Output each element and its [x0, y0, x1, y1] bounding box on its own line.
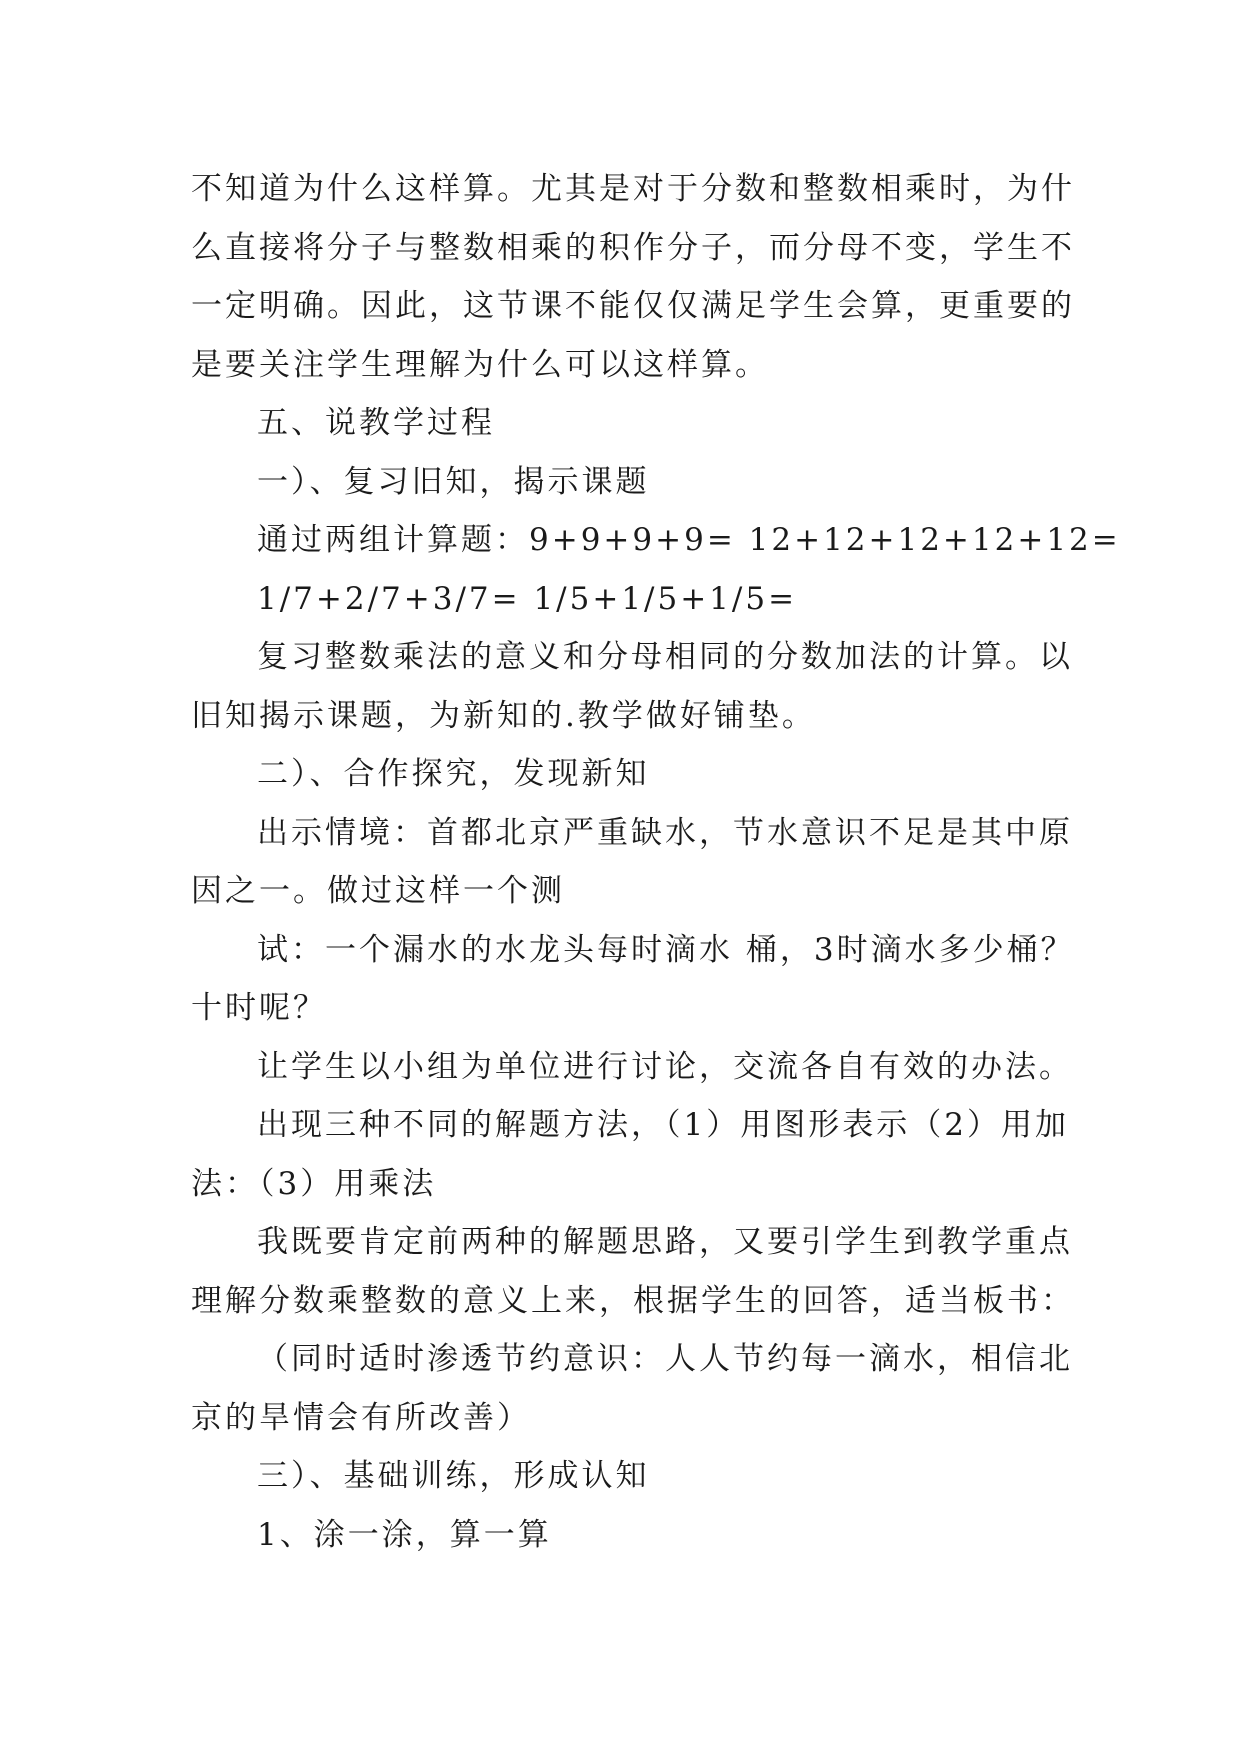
paragraph-line: 1、涂一涂，算一算 — [257, 1516, 552, 1553]
paragraph-line: 二）、合作探究，发现新知 — [257, 756, 650, 792]
paragraph-line: （同时适时渗透节约意识：人人节约每一滴水，相信北 — [257, 1341, 1073, 1377]
paragraph-line: 不知道为什么这样算。尤其是对于分数和整数相乘时，为什 — [191, 171, 1075, 207]
paragraph-line: 是要关注学生理解为什么可以这样算。 — [191, 346, 769, 383]
paragraph-line: 三）、基础训练，形成认知 — [257, 1458, 650, 1494]
paragraph-line: 法：（3）用乘法 — [191, 1165, 437, 1202]
paragraph-line: 五、说教学过程 — [257, 405, 495, 441]
paragraph-line: 么直接将分子与整数相乘的积作分子，而分母不变，学生不 — [191, 229, 1075, 266]
paragraph-line: 十时呢？ — [191, 990, 327, 1026]
paragraph-line: 我既要肯定前两种的解题思路，又要引学生到教学重点 — [257, 1224, 1073, 1260]
paragraph-line: 京的旱情会有所改善） — [191, 1399, 531, 1436]
paragraph-line: 理解分数乘整数的意义上来，根据学生的回答，适当板书： — [191, 1282, 1075, 1319]
paragraph-line: 出示情境：首都北京严重缺水，节水意识不足是其中原 — [257, 814, 1073, 851]
paragraph-line: 因之一。做过这样一个测 — [191, 873, 565, 909]
paragraph-line: 旧知揭示课题，为新知的.教学做好铺垫。 — [191, 697, 816, 734]
paragraph-line: 通过两组计算题：9+9+9+9= 12+12+12+12+12= — [257, 522, 1121, 558]
paragraph-line: 出现三种不同的解题方法，（1）用图形表示（2）用加 — [257, 1107, 1069, 1143]
document-body — [191, 160, 1121, 1564]
paragraph-line: 让学生以小组为单位进行讨论，交流各自有效的办法。 — [257, 1048, 1073, 1085]
paragraph-line: 一）、复习旧知，揭示课题 — [257, 463, 650, 500]
paragraph-line: 复习整数乘法的意义和分母相同的分数加法的计算。以 — [257, 639, 1073, 675]
paragraph-line: 试：一个漏水的水龙头每时滴水 桶，3时滴水多少桶？ — [257, 931, 1075, 968]
paragraph-line: 1/7+2/7+3/7= 1/5+1/5+1/5= — [257, 580, 798, 617]
paragraph-line: 一定明确。因此，这节课不能仅仅满足学生会算，更重要的 — [191, 288, 1075, 324]
